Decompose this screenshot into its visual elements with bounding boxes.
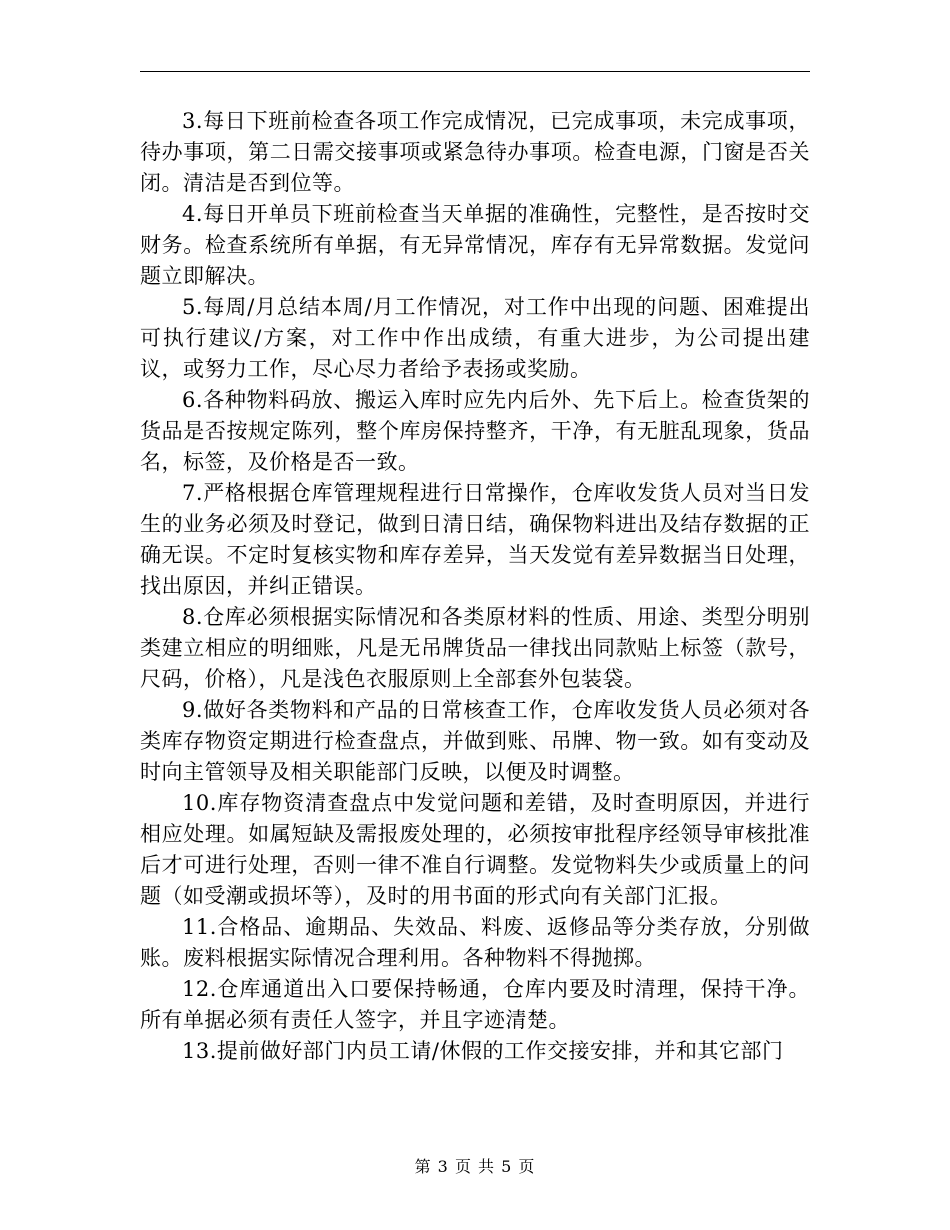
paragraph-item-12: 12.仓库通道出入口要保持畅通，仓库内要及时清理，保持干净。所有单据必须有责任人签字，并且字迹清楚。 (140, 977, 810, 1032)
paragraph-item-5: 5.每周/月总结本周/月工作情况，对工作中出现的问题、困难提出可执行建议/方案，对工作中作出成绩，有重大进步，为公司提出建议，或努力工作，尽心尽力者给予表扬或奖励。 (140, 295, 810, 381)
paragraph-item-9: 9.做好各类物料和产品的日常核查工作，仓库收发货人员必须对各类库存物资定期进行检查盘点，并做到账、吊牌、物一致。如有变动及时向主管领导及相关职能部门反映，以便及时调整。 (140, 698, 810, 784)
document-body (140, 106, 810, 1067)
paragraph-item-13: 13.提前做好部门内员工请/休假的工作交接安排，并和其它部门 (182, 1039, 784, 1063)
paragraph-item-10: 10.库存物资清查盘点中发觉问题和差错，及时查明原因，并进行相应处理。如属短缺及需报废处理的，必须按审批程序经领导审核批准后才可进行处理，否则一律不准自行调整。发觉物料失少或质量上的问题（如受潮或损坏等），及时的用书面的形式向有关部门汇报。 (140, 791, 810, 908)
header-rule (140, 71, 810, 72)
paragraph-item-7: 7.严格根据仓库管理规程进行日常操作，仓库收发货人员对当日发生的业务必须及时登记，做到日清日结，确保物料进出及结存数据的正确无误。不定时复核实物和库存差异，当天发觉有差异数据当日处理，找出原因，并纠正错误。 (140, 481, 810, 598)
paragraph-item-8: 8.仓库必须根据实际情况和各类原材料的性质、用途、类型分明别类建立相应的明细账，凡是无吊牌货品一律找出同款贴上标签（款号，尺码，价格），凡是浅色衣服原则上全部套外包装袋。 (140, 605, 810, 691)
paragraph-item-3: 3.每日下班前检查各项工作完成情况，已完成事项，未完成事项，待办事项，第二日需交接事项或紧急待办事项。检查电源，门窗是否关闭。清洁是否到位等。 (140, 109, 810, 195)
paragraph-item-6: 6.各种物料码放、搬运入库时应先内后外、先下后上。检查货架的货品是否按规定陈列，整个库房保持整齐，干净，有无脏乱现象，货品名，标签，及价格是否一致。 (140, 388, 810, 474)
paragraph-item-4: 4.每日开单员下班前检查当天单据的准确性，完整性，是否按时交财务。检查系统所有单据，有无异常情况，库存有无异常数据。发觉问题立即解决。 (140, 202, 810, 288)
paragraph-item-11: 11.合格品、逾期品、失效品、料废、返修品等分类存放，分别做账。废料根据实际情况合理利用。各种物料不得抛掷。 (140, 915, 810, 970)
page-number-footer: 第 3 页 共 5 页 (414, 1157, 536, 1176)
